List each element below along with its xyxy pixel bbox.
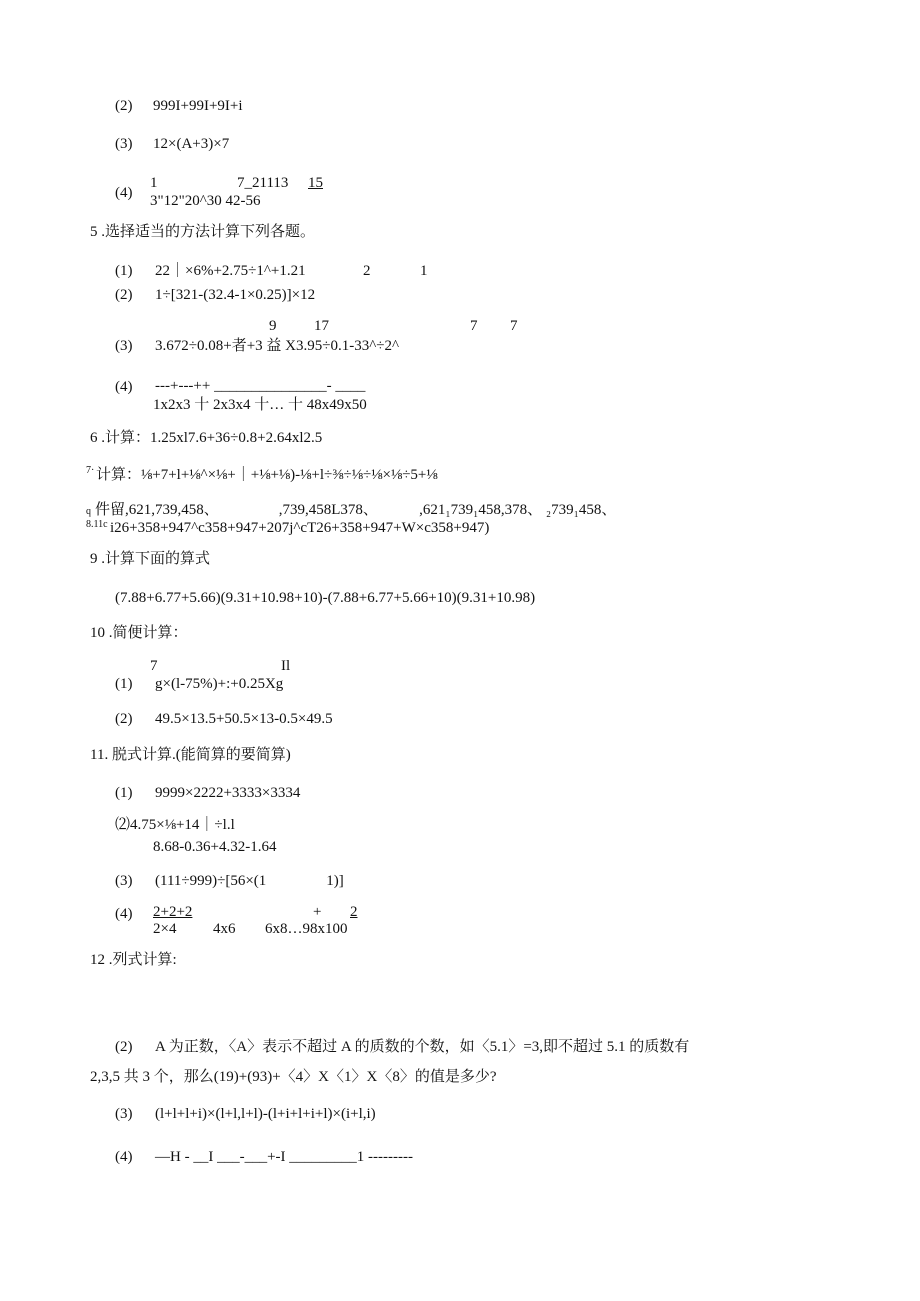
q11-p4-denominator-b: 4x6 <box>213 921 236 937</box>
q10-p1-expression: g×(l-75%)+:+0.25Xg <box>155 676 284 692</box>
q5-p1-fraction-a: 2 <box>363 263 371 279</box>
q5-p3-numerator-b: 17 <box>314 318 329 334</box>
q10-title: 10 .简便计算： <box>90 625 188 641</box>
q11-p4-number: (4) <box>115 906 133 922</box>
q12-p4-number: (4) <box>115 1149 133 1165</box>
q10-p1-numerator-b: Il <box>281 658 291 674</box>
q5-p4-number: (4) <box>115 379 133 395</box>
q4-p4-number: (4) <box>115 185 133 201</box>
q12-p4-expression: —H - __I ___-___+-I _________1 --------- <box>155 1149 413 1165</box>
q12-p3-number: (3) <box>115 1106 133 1122</box>
q10-p2-number: (2) <box>115 711 133 727</box>
q4-p3-number: (3) <box>115 136 133 152</box>
q6-title: 6 .计算：1.25xl7.6+36÷0.8+2.64xl2.5 <box>90 430 323 446</box>
q11-p4-plus: + <box>313 904 322 920</box>
q7-number: 7· <box>86 465 95 476</box>
q4-p2-number: (2) <box>115 98 133 114</box>
q4-p3-expression: 12×(A+3)×7 <box>153 136 230 152</box>
q5-p3-number: (3) <box>115 338 133 354</box>
q4-p4-numerator-1: 1 <box>150 175 158 191</box>
q12-title: 12 .列式计算: <box>90 952 177 968</box>
q10-p2-expression: 49.5×13.5+50.5×13-0.5×49.5 <box>155 711 333 727</box>
q4-p4-denominators: 3"12"20^30 42-56 <box>150 193 261 209</box>
q10-p1-numerator-a: 7 <box>150 658 158 674</box>
q5-title: 5 .选择适当的方法计算下列各题。 <box>90 224 316 240</box>
q5-p1-fraction-b: 1 <box>420 263 428 279</box>
q5-p2-number: (2) <box>115 287 133 303</box>
q5-p4-denominator-line: 1x2x3 十 2x3x4 十… 十 48x49x50 <box>153 397 367 413</box>
q8-line-2: i26+358+947^c358+947+207j^cT26+358+947+W×c358+947) <box>110 520 490 536</box>
q11-p3-number: (3) <box>115 873 133 889</box>
q5-p3-numerator-d: 7 <box>510 318 518 334</box>
q5-p3-numerator-c: 7 <box>470 318 478 334</box>
q5-p2-expression: 1÷[321-(32.4-1×0.25)]×12 <box>155 287 316 303</box>
q12-p2-line-1: A 为正数，〈A〉表示不超过 A 的质数的个数，如〈5.1〉=3,即不超过 5.1 的质数有 <box>155 1039 690 1055</box>
q4-p4-numerators: 7_21113 <box>237 175 289 191</box>
q10-p1-number: (1) <box>115 676 133 692</box>
q9-expression: (7.88+6.77+5.66)(9.31+10.98+10)-(7.88+6.77+5.66+10)(9.31+10.98) <box>115 590 536 606</box>
q5-p4-numerator-line: ---+---++ _______________- ____ <box>155 378 366 394</box>
q11-p4-numerator-last: 2 <box>350 904 358 920</box>
q5-p3-expression: 3.672÷0.08+者+3 益 X3.95÷0.1-33^÷2^ <box>155 338 400 354</box>
q12-p3-expression: (l+l+l+i)×(l+l,l+l)-(l+i+l+i+l)×(i+l,i) <box>155 1106 376 1122</box>
q12-p2-number: (2) <box>115 1039 133 1055</box>
q8-line-1: 件留,621,739,458、 ,739,458L378、 ,621₁739₁458,378、 ₂739₁458、 <box>95 502 617 518</box>
q11-p4-denominator-c: 6x8…98x100 <box>265 921 348 937</box>
q11-p4-numerators: 2+2+2 <box>153 904 193 920</box>
q7-expression: 计算：⅛+7+l+⅛^×⅛+｜+⅛+⅛)-⅛+l÷⅜÷⅛÷⅛×⅛÷5+⅛ <box>96 467 438 483</box>
q9-title: 9 .计算下面的算式 <box>90 551 211 567</box>
q5-p1-number: (1) <box>115 263 133 279</box>
q5-p1-expression: 22｜×6%+2.75÷1^+1.21 <box>155 263 306 279</box>
q11-p1-expression: 9999×2222+3333×3334 <box>155 785 301 801</box>
q8-prefix-top: q <box>86 506 91 517</box>
q11-p2-expression: ⑵4.75×⅛+14｜÷l.l <box>115 817 235 833</box>
q4-p2-expression: 999I+99I+9I+i <box>153 98 243 114</box>
q12-p2-line-2: 2,3,5 共 3 个，那么(19)+(93)+〈4〉X〈1〉X〈8〉的值是多少? <box>90 1069 497 1085</box>
q11-p2-line-2: 8.68-0.36+4.32-1.64 <box>153 839 277 855</box>
q4-p4-numerator-last: 15 <box>308 175 323 191</box>
q11-p4-denominator-a: 2×4 <box>153 921 177 937</box>
q11-title: 11. 脱式计算.(能简算的要简算) <box>90 747 291 763</box>
q5-p3-numerator-a: 9 <box>269 318 277 334</box>
q11-p1-number: (1) <box>115 785 133 801</box>
q11-p3-expression: (111÷999)÷[56×(1 1)] <box>155 873 344 889</box>
q8-prefix-bottom: 8.11c <box>86 519 108 530</box>
